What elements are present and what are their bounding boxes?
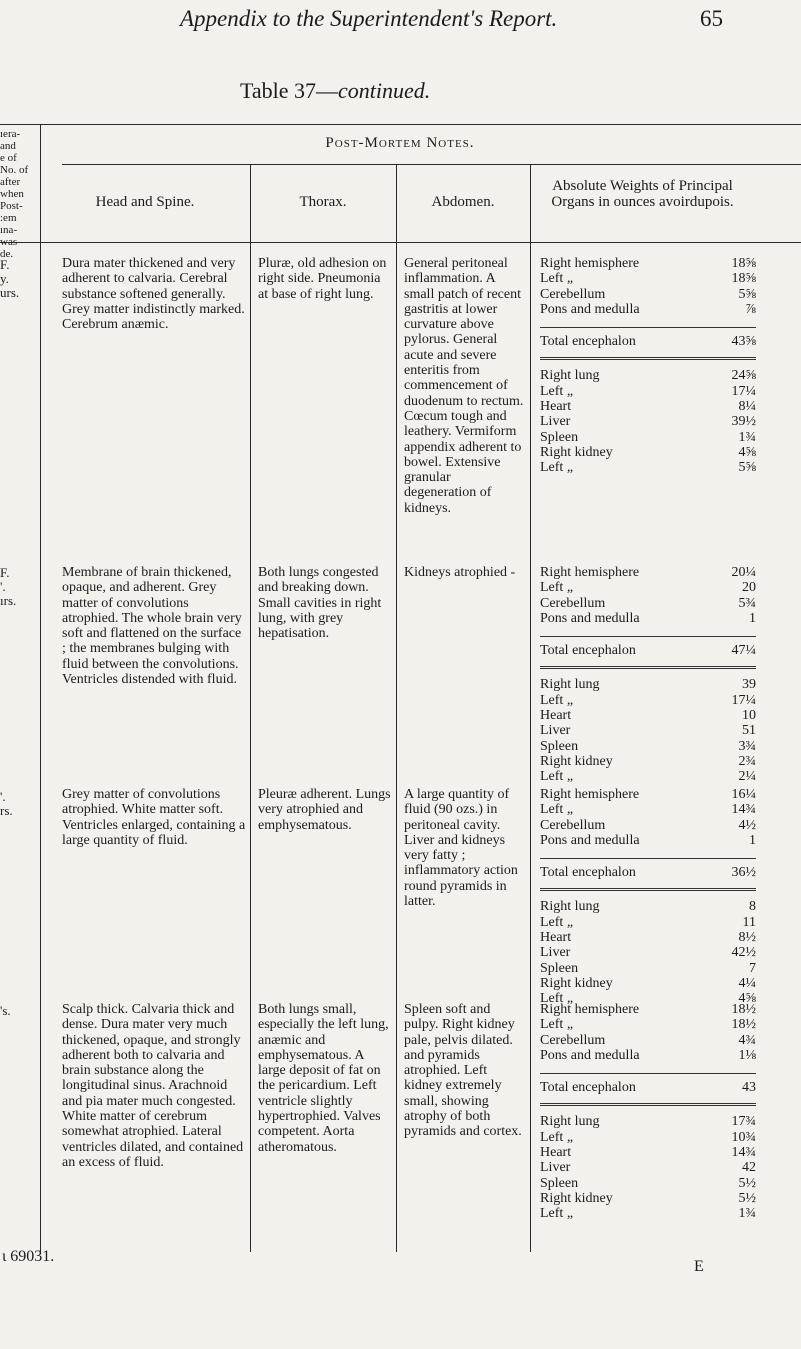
stub-text: 's. [0, 1003, 11, 1018]
organ-label: Right lung [540, 899, 600, 915]
organ-weight-row [540, 430, 756, 445]
weight-value: 2¼ [738, 769, 756, 785]
column-header-rule [0, 242, 801, 243]
organ-weight-row [540, 1160, 756, 1175]
weight-value: 43⅝ [731, 334, 756, 350]
total-encephalon [540, 858, 756, 891]
group-header: Post-Mortem Notes. [325, 135, 475, 151]
organ-label: Cerebellum [540, 286, 606, 302]
weight-value: 1¾ [738, 429, 756, 445]
stub-text: ıera- [0, 128, 21, 140]
weight-value: 47¼ [731, 643, 756, 659]
total-encephalon [540, 636, 756, 669]
organ-weight-row [540, 384, 756, 399]
weight-value: 8 [749, 899, 756, 915]
page-number: 65 [700, 6, 723, 31]
stub-divider [40, 124, 41, 1252]
organ-weight-row [540, 976, 756, 991]
row4-organ-weights [540, 1002, 756, 1222]
stub-text: was [0, 236, 18, 248]
stub-text: Post- [0, 200, 23, 212]
col-divider-2 [396, 164, 397, 1252]
weight-value: 4¾ [738, 1032, 756, 1048]
organ-label: Liver [540, 945, 571, 961]
row1-abdomen: General peritoneal inflammation. A small patch of recent gastritis at lower curvature above pylorus. General acute and severe enteritis from commencement of duodenum to rectum. Cœcum tough and leathery. Vermiform appendix adherent to bowel. Extensive granular degeneration of kidneys. [404, 256, 524, 516]
weight-value: 1 [749, 832, 756, 848]
weight-value: 39 [742, 677, 756, 693]
organ-label: Total encephalon [540, 334, 636, 350]
weight-value: 14¾ [731, 802, 756, 818]
organ-weight-row [540, 915, 756, 930]
weight-value: 36½ [731, 865, 756, 881]
weight-value: 5½ [738, 1175, 756, 1191]
organ-label: Cerebellum [540, 595, 606, 611]
weight-value: 20¼ [731, 565, 756, 580]
organ-label: Liver [540, 414, 571, 430]
organ-label: Liver [540, 723, 571, 739]
organ-label: Left „ [540, 460, 574, 476]
stub-row-4 [0, 1004, 11, 1018]
organ-label: Cerebellum [540, 1032, 606, 1048]
total-encephalon [540, 327, 756, 360]
organ-label: Right kidney [540, 975, 613, 991]
table-title-part: Table 37— [240, 78, 339, 103]
organ-weight-row [540, 414, 756, 429]
organ-label: Pons and medulla [540, 610, 640, 626]
weight-value: 5¾ [738, 595, 756, 611]
organ-label: Right hemisphere [540, 1002, 640, 1017]
organ-label: Right kidney [540, 753, 613, 769]
weight-value: 2¾ [738, 753, 756, 769]
col-header-thorax: Thorax. [299, 194, 347, 210]
row2-organ-weights [540, 565, 756, 785]
organ-label: Left „ [540, 1206, 574, 1222]
brain-weight-row [540, 1033, 756, 1048]
weight-value: 5⅝ [738, 286, 756, 302]
weight-value: 4¼ [738, 975, 756, 991]
organ-label: Heart [540, 1145, 572, 1161]
organ-weight-row [540, 930, 756, 945]
row1-organ-weights [540, 256, 756, 476]
weight-value: 24⅝ [731, 368, 756, 384]
organ-weight-row [540, 1176, 756, 1191]
weight-value: 1⅛ [738, 1047, 756, 1063]
brain-weight-row [540, 818, 756, 833]
organ-label: Total encephalon [540, 865, 636, 881]
organ-label: Left „ [540, 1017, 574, 1033]
row3-thorax: Pleuræ adherent. Lungs very atrophied and emphysematous. [258, 787, 391, 833]
organ-label: Pons and medulla [540, 832, 640, 848]
brain-weight-row [540, 1002, 756, 1017]
weight-value: 1¾ [738, 1206, 756, 1222]
brain-weight-row [540, 256, 756, 271]
group-header-rule [62, 164, 801, 165]
organ-label: Right lung [540, 677, 600, 693]
stub-text: y. [0, 271, 9, 286]
row4-head-spine: Scalp thick. Calvaria thick and dense. Dura mater very much thickened, opaque, and strongly adherent both to calvaria and brain substance along the longitudinal sinus. Arachnoid and pia mater much congested. White matter of cerebrum somewhat atrophied. Lateral ventricles dilated, and contained an excess of fluid. [62, 1002, 244, 1170]
stub-row-2 [0, 566, 16, 608]
stub-text: '. [0, 789, 6, 804]
col-header-weights: Absolute Weights of Principal Organs in ounces avoirdupois. [551, 178, 734, 210]
stub-text: when [0, 188, 24, 200]
organ-weight-row [540, 899, 756, 914]
row4-abdomen: Spleen soft and pulpy. Right kidney pale, pelvis dilated. and pyramids atrophied. Left kidney extremely small, showing atrophy of both pyramids and cortex. [404, 1002, 522, 1140]
organ-label: Cerebellum [540, 817, 606, 833]
stub-text: No. of [0, 164, 29, 176]
table-title-part: continued. [338, 78, 431, 103]
row1-thorax: Pluræ, old adhesion on right side. Pneumonia at base of right lung. [258, 256, 387, 302]
signature-mark: E [694, 1258, 704, 1275]
weight-value: 17¼ [731, 692, 756, 708]
organ-label: Right hemisphere [540, 787, 640, 802]
table-top-rule [0, 124, 801, 125]
weight-value: 18½ [731, 1002, 756, 1017]
stub-text: '. [0, 579, 6, 594]
table-title [240, 78, 430, 104]
stub-text: F. [0, 565, 10, 580]
organ-label: Total encephalon [540, 1080, 636, 1096]
brain-weight-row [540, 565, 756, 580]
organ-weight-row [540, 1191, 756, 1206]
organ-label: Liver [540, 1160, 571, 1176]
brain-weight-row [540, 787, 756, 802]
stub-text: rs. [0, 803, 13, 818]
row3-head-spine: Grey matter of convolutions atrophied. White matter soft. Ventricles enlarged, containing a large quantity of fluid. [62, 787, 246, 848]
organ-label: Left „ [540, 802, 574, 818]
row4-thorax: Both lungs small, especially the left lung, anæmic and emphysematous. A large deposit of fat on the pericardium. Left ventricle slightly hypertrophied. Valves competent. Aorta atheromatous. [258, 1002, 389, 1155]
weight-value: 42½ [731, 945, 756, 961]
organ-weight-row [540, 961, 756, 976]
brain-weight-row [540, 802, 756, 817]
organ-label: Right lung [540, 1114, 600, 1130]
weight-value: 4½ [738, 817, 756, 833]
organ-weight-row [540, 445, 756, 460]
organ-label: Left „ [540, 991, 574, 1007]
organ-label: Total encephalon [540, 643, 636, 659]
weight-value: ⅞ [745, 301, 756, 317]
weight-value: 8¼ [738, 399, 756, 415]
organ-label: Left „ [540, 383, 574, 399]
row2-abdomen: Kidneys atrophied - [404, 565, 516, 580]
organ-weight-row [540, 1130, 756, 1145]
weight-value: 5½ [738, 1190, 756, 1206]
stub-row-1 [0, 258, 19, 300]
organ-weight-row [540, 739, 756, 754]
stub-text: e of [0, 152, 17, 164]
weight-value: 42 [742, 1160, 756, 1176]
weight-value: 4⅝ [738, 444, 756, 460]
organ-label: Left „ [540, 914, 574, 930]
organ-label: Right hemisphere [540, 256, 640, 271]
brain-weight-row [540, 596, 756, 611]
stub-text: de. [0, 248, 14, 260]
col-divider-1 [250, 164, 251, 1252]
weight-value: 1 [749, 610, 756, 626]
organ-label: Left „ [540, 1129, 574, 1145]
organ-label: Heart [540, 708, 572, 724]
organ-label: Right kidney [540, 444, 613, 460]
organ-weight-row [540, 677, 756, 692]
stub-text: and [0, 140, 16, 152]
row2-thorax: Both lungs congested and breaking down. Small cavities in right lung, with grey hepatisation. [258, 565, 382, 642]
row2-head-spine: Membrane of brain thickened, opaque, and adherent. Grey matter of convolutions atrophied. The whole brain very soft and flattened on the surface ; the membranes bulging with fluid between the convolutions. Ventricles distended with fluid. [62, 565, 242, 688]
weight-value: 16¼ [731, 787, 756, 802]
organ-label: Spleen [540, 960, 579, 976]
organ-weight-row [540, 1114, 756, 1129]
row3-organ-weights [540, 787, 756, 1007]
organ-label: Pons and medulla [540, 301, 640, 317]
weight-value: 51 [742, 723, 756, 739]
organ-weight-row [540, 1145, 756, 1160]
organ-label: Spleen [540, 429, 579, 445]
running-header: Appendix to the Superintendent's Report. [180, 6, 558, 31]
col-header-head-spine: Head and Spine. [95, 194, 195, 210]
col-header-abdomen: Abdomen. [431, 194, 495, 210]
total-encephalon [540, 1073, 756, 1106]
weight-value: 4⅝ [738, 991, 756, 1007]
row1-head-spine: Dura mater thickened and very adherent to calvaria. Cerebral substance softened generally. Grey matter indistinctly marked. Cerebrum anæmic. [62, 256, 245, 333]
organ-label: Spleen [540, 738, 579, 754]
organ-weight-row [540, 769, 756, 784]
weight-value: 14¾ [731, 1145, 756, 1161]
stub-header [0, 128, 28, 260]
row3-abdomen: A large quantity of fluid (90 ozs.) in peritoneal cavity. Liver and kidneys very fatty ; inflammatory action round pyramids in latter. [404, 787, 518, 910]
weight-value: 10¾ [731, 1129, 756, 1145]
organ-weight-row [540, 368, 756, 383]
brain-weight-row [540, 611, 756, 626]
weight-value: 18⅝ [731, 271, 756, 287]
weight-value: 17¾ [731, 1114, 756, 1130]
organ-label: Heart [540, 930, 572, 946]
brain-weight-row [540, 1048, 756, 1063]
stub-text: urs. [0, 285, 20, 300]
organ-weight-row [540, 723, 756, 738]
organ-weight-row [540, 708, 756, 723]
organ-label: Right hemisphere [540, 565, 640, 580]
organ-weight-row [540, 460, 756, 475]
organ-label: Left „ [540, 692, 574, 708]
brain-weight-row [540, 302, 756, 317]
weight-value: 18⅝ [731, 256, 756, 271]
col-divider-3 [530, 164, 531, 1252]
weight-value: 39½ [731, 414, 756, 430]
weight-value: 11 [742, 914, 756, 930]
organ-label: Pons and medulla [540, 1047, 640, 1063]
organ-label: Right lung [540, 368, 600, 384]
stub-text: F. [0, 257, 10, 272]
organ-label: Left „ [540, 580, 574, 596]
print-code: ι 69031. [2, 1248, 55, 1265]
weight-value: 8½ [738, 930, 756, 946]
weight-value: 43 [742, 1080, 756, 1096]
stub-text: after [0, 176, 21, 188]
organ-weight-row [540, 693, 756, 708]
organ-weight-row [540, 399, 756, 414]
organ-weight-row [540, 754, 756, 769]
stub-text: ına- [0, 224, 18, 236]
weight-value: 17¼ [731, 383, 756, 399]
organ-label: Heart [540, 399, 572, 415]
brain-weight-row [540, 1017, 756, 1032]
brain-weight-row [540, 580, 756, 595]
organ-weight-row [540, 1206, 756, 1221]
stub-text: ırs. [0, 593, 17, 608]
brain-weight-row [540, 833, 756, 848]
brain-weight-row [540, 271, 756, 286]
weight-value: 7 [749, 960, 756, 976]
organ-label: Right kidney [540, 1190, 613, 1206]
organ-weight-row [540, 945, 756, 960]
stub-text: :em [0, 212, 17, 224]
stub-row-3 [0, 790, 13, 818]
weight-value: 3¾ [738, 738, 756, 754]
brain-weight-row [540, 287, 756, 302]
weight-value: 20 [742, 580, 756, 596]
weight-value: 10 [742, 708, 756, 724]
weight-value: 18½ [731, 1017, 756, 1033]
organ-label: Spleen [540, 1175, 579, 1191]
organ-label: Left „ [540, 769, 574, 785]
weight-value: 5⅝ [738, 460, 756, 476]
organ-label: Left „ [540, 271, 574, 287]
